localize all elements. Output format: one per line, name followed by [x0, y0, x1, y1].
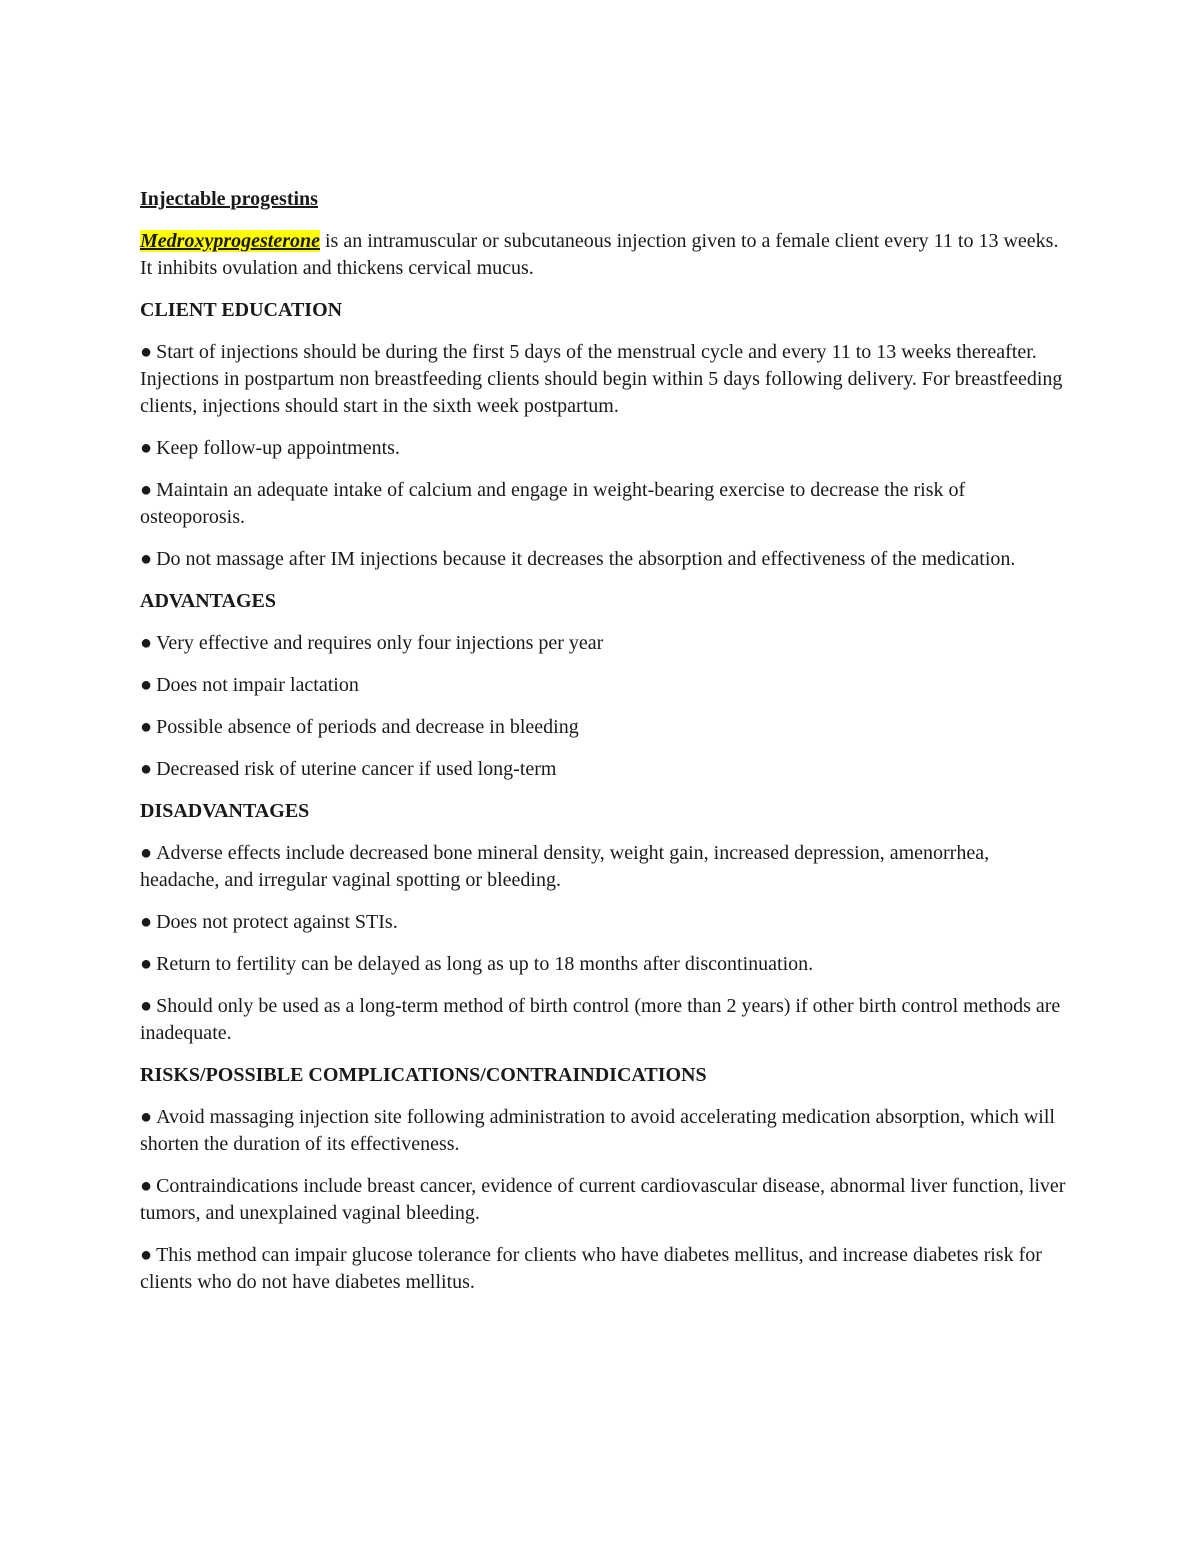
bullet-item — [140, 714, 1070, 741]
sections-container — [140, 297, 1070, 1296]
section-heading: CLIENT EDUCATION — [140, 299, 343, 321]
bullet-text: Maintain an adequate intake of calcium and engage in weight-bearing exercise to decrease the risk of osteoporosis. — [140, 479, 966, 528]
bullet-item — [140, 1242, 1070, 1296]
bullet-item — [140, 546, 1070, 573]
bullet-text: Does not impair lactation — [156, 674, 359, 696]
bullet-text: Return to fertility can be delayed as long as up to 18 months after discontinuation. — [156, 953, 814, 975]
bullet-text: Very effective and requires only four injections per year — [156, 632, 604, 654]
bullet-text: Possible absence of periods and decrease in bleeding — [156, 716, 579, 738]
bullet-item — [140, 339, 1070, 420]
bullet-item — [140, 1104, 1070, 1158]
bullet-item — [140, 993, 1070, 1047]
bullet-icon: ● — [140, 1175, 153, 1197]
bullet-icon: ● — [140, 479, 153, 501]
bullet-icon: ● — [140, 548, 153, 570]
bullet-item — [140, 630, 1070, 657]
bullet-text: Should only be used as a long-term method of birth control (more than 2 years) if other birth control methods are inadequate. — [140, 995, 1061, 1044]
bullet-icon: ● — [140, 1244, 153, 1266]
bullet-icon: ● — [140, 842, 153, 864]
section-heading: ADVANTAGES — [140, 590, 276, 612]
highlighted-drug-name: Medroxyprogesterone — [140, 230, 320, 252]
bullet-text: Avoid massaging injection site following administration to avoid accelerating medication absorption, which will shorten the duration of its effectiveness. — [140, 1106, 1055, 1155]
bullet-item — [140, 672, 1070, 699]
bullet-item — [140, 840, 1070, 894]
bullet-item — [140, 909, 1070, 936]
intro-paragraph — [140, 228, 1070, 282]
bullet-text: Keep follow-up appointments. — [156, 437, 400, 459]
bullet-icon: ● — [140, 953, 153, 975]
bullet-icon: ● — [140, 674, 153, 696]
bullet-icon: ● — [140, 437, 153, 459]
bullet-text: Does not protect against STIs. — [156, 911, 398, 933]
bullet-icon: ● — [140, 716, 153, 738]
section-heading: DISADVANTAGES — [140, 800, 310, 822]
document-title: Injectable progestins — [140, 188, 318, 210]
bullet-item — [140, 435, 1070, 462]
intro-text: is an intramuscular or subcutaneous injection given to a female client every 11 to 13 weeks. It inhibits ovulation and thickens cervical mucus. — [140, 230, 1059, 279]
bullet-text: Do not massage after IM injections because it decreases the absorption and effectiveness of the medication. — [156, 548, 1016, 570]
bullet-text: This method can impair glucose tolerance for clients who have diabetes mellitus, and increase diabetes risk for clients who do not have diabetes mellitus. — [140, 1244, 1042, 1293]
bullet-item — [140, 1173, 1070, 1227]
document-page — [140, 186, 1070, 1311]
bullet-icon: ● — [140, 758, 153, 780]
bullet-item — [140, 477, 1070, 531]
bullet-icon: ● — [140, 1106, 153, 1128]
bullet-text: Decreased risk of uterine cancer if used long-term — [156, 758, 557, 780]
bullet-item — [140, 951, 1070, 978]
bullet-icon: ● — [140, 341, 153, 363]
bullet-item — [140, 756, 1070, 783]
bullet-icon: ● — [140, 911, 153, 933]
bullet-text: Start of injections should be during the first 5 days of the menstrual cycle and every 11 to 13 weeks thereafter. Injections in postpartum non breastfeeding clients should begin within 5 days following delivery. For breastfeeding clients, injections should start in the sixth week postpartum. — [140, 341, 1063, 417]
bullet-text: Adverse effects include decreased bone mineral density, weight gain, increased depression, amenorrhea, headache, and irregular vaginal spotting or bleeding. — [140, 842, 990, 891]
bullet-icon: ● — [140, 995, 153, 1017]
bullet-icon: ● — [140, 632, 153, 654]
section-heading: RISKS/POSSIBLE COMPLICATIONS/CONTRAINDICATIONS — [140, 1064, 707, 1086]
bullet-text: Contraindications include breast cancer, evidence of current cardiovascular disease, abnormal liver function, liver tumors, and unexplained vaginal bleeding. — [140, 1175, 1066, 1224]
